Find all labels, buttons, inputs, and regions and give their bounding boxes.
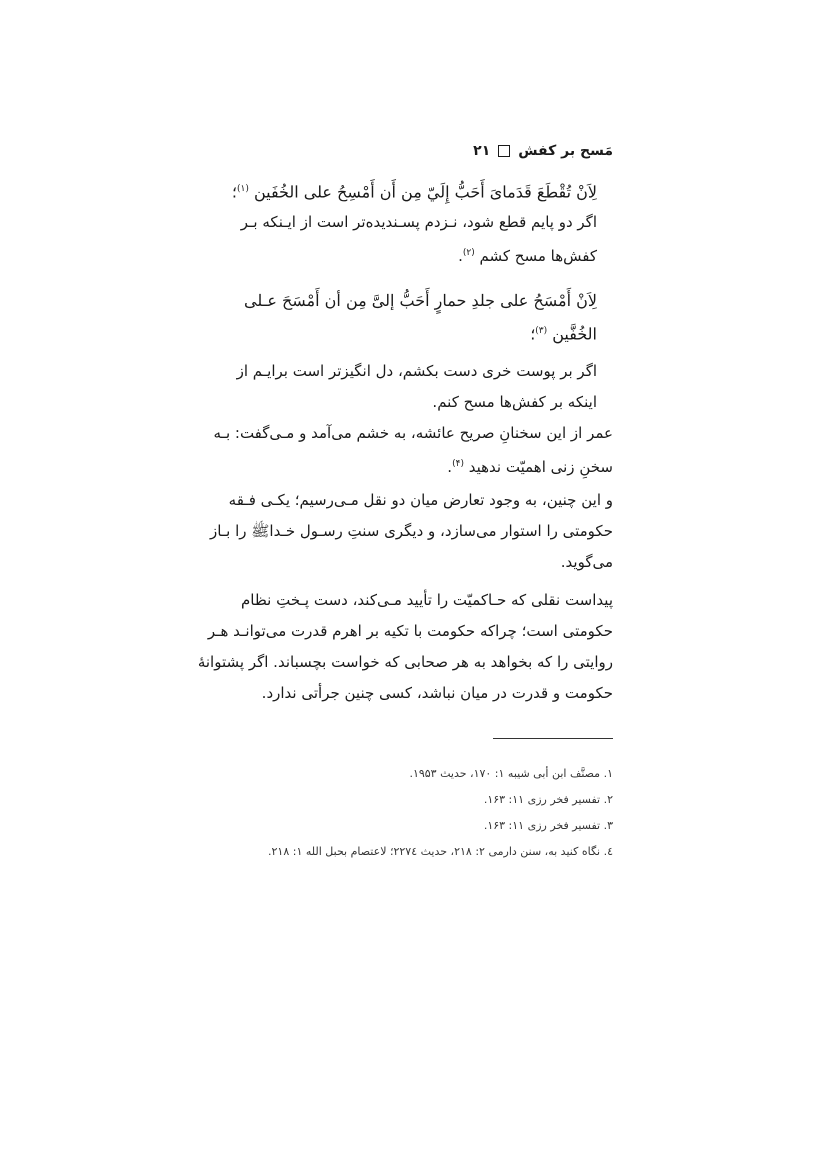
quote-block-2 xyxy=(213,285,597,418)
footnote-3: ۳. تفسیر فخر رزی ۱۱: ۱۶۳. xyxy=(483,819,613,832)
footnote-ref: (۲) xyxy=(462,248,475,259)
page-number: ۲۱ xyxy=(473,143,491,159)
body-line: می‌گوید. xyxy=(560,553,613,571)
paragraph-3 xyxy=(197,585,613,709)
footnote-divider xyxy=(493,738,613,739)
page-header xyxy=(473,143,613,159)
footnote-ref: (۴) xyxy=(452,459,464,469)
square-ornament-icon xyxy=(498,145,510,157)
persian-translation-line: اگر دو پایم قطع شود، نـزدم پسـندیده‌تر است از ایـنکه بـر xyxy=(240,213,597,232)
persian-translation-line: اینکه بر کفش‌ها مسح کنم. xyxy=(432,393,597,412)
arabic-quote-line: الخُفَّين $^{(۳)}$؛ xyxy=(530,324,597,344)
running-title: مَسح بر کفش xyxy=(518,143,613,159)
persian-translation-line: کفش‌ها مسح کشم $^{(۲)}$. xyxy=(458,247,597,266)
footnote-ref: (۱) xyxy=(236,184,249,194)
body-line: روایتی را که بخواهد به هر صحابی که خواست بچسباند. اگر پشتوانهٔ xyxy=(197,653,613,671)
body-line: حکومت و قدرت در میان نباشد، کسی چنین جرأتی ندارد. xyxy=(261,684,613,702)
body-line: سخنِ زنی اهمیّت ندهید $^{(۴)}$. xyxy=(447,458,613,476)
footnote-4: ٤. نگاه کنید به، سنن دارمی ۲: ۲۱۸، حدیث ۲۲۷٤؛ لاعتصام بحبل الله ۱: ۲۱۸. xyxy=(268,845,613,858)
body-line: پیداست نقلی که حـاکمیّت را تأیید مـی‌کند، دست پـختِ نظام xyxy=(240,591,613,609)
body-line: حکومتی است؛ چراکه حکومت با تکیه بر اهرم قدرت می‌توانـد هـر xyxy=(207,622,613,640)
quote-block-1 xyxy=(213,174,597,272)
arabic-quote-line: لِاَنْ تُقْطَعَ قَدَمایَ أَحَبُّ إِلَيّ مِن أَن أَمْسِحُ على الخُفَين $^{(۱)}$؛ xyxy=(231,182,597,202)
body-line: و این چنین، به وجود تعارض میان دو نقل مـی‌رسیم؛ یکـی فـقه xyxy=(228,491,613,509)
paragraph-1 xyxy=(213,418,613,483)
body-line: عمر از این سخنانِ صریح عائشه، به خشم می‌آمد و مـی‌گفت: بـه xyxy=(213,424,613,442)
footnote-1: ۱. مصنَّف ابن أبی شیبه ۱: ۱۷۰، حدیث ۱۹۵۳. xyxy=(409,767,613,780)
paragraph-2 xyxy=(209,485,613,578)
arabic-quote-line: لِاَنْ أَمْسَحُ على جلدِ حمارٍ أَحَبُّ إلىَّ مِن أن أَمْسَحَ عـلى xyxy=(244,291,597,310)
footnote-ref: (۳) xyxy=(535,326,548,336)
body-line: حکومتی را استوار می‌سازد، و دیگری سنتِ رسـول خـداﷺ را بـاز xyxy=(209,522,613,540)
footnote-2: ۲. تفسیر فخر رزی ۱۱: ۱۶۳. xyxy=(483,793,613,806)
persian-translation-line: اگر بر پوست خری دست بکشم، دل انگیزتر است برایـم از xyxy=(236,362,597,381)
